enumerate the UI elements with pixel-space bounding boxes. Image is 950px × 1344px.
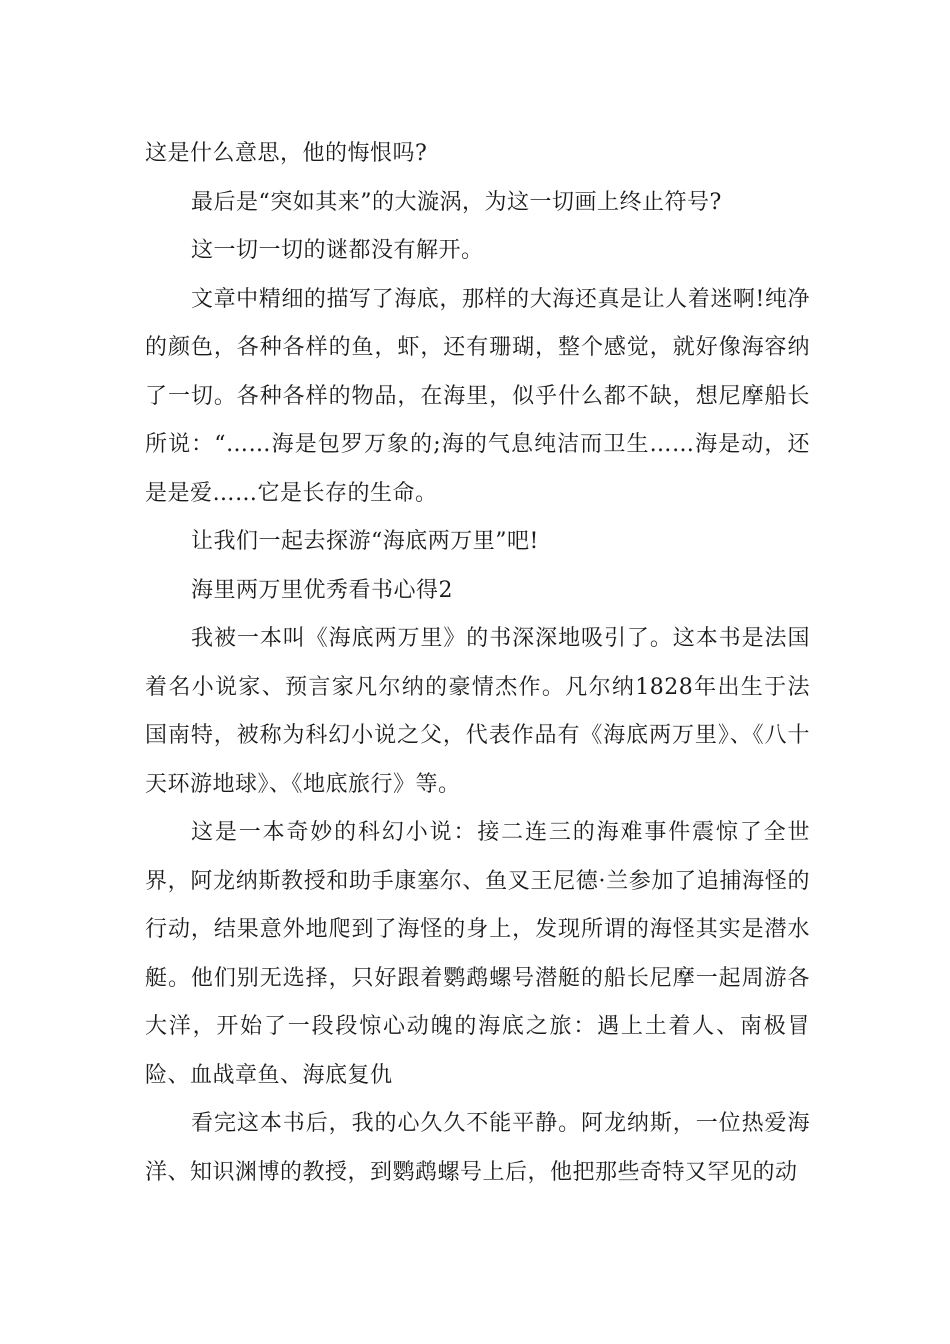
section-heading: 海里两万里优秀看书心得2 — [191, 577, 453, 603]
paragraph-3: 这一切一切的谜都没有解开。 — [191, 238, 484, 263]
paragraph-7: 这是一本奇妙的科幻小说：接二连三的海难事件震惊了全世界，阿龙纳斯教授和助手康塞尔、鱼叉王尼德·兰参加了追捕海怪的行动，结果意外地爬到了海怪的身上，发现所谓的海怪其实是潜水艇。他们别无选择，只好跟着鹦鹉螺号潜艇的船长尼摩一起周游各大洋，开始了一段段惊心动魄的海底之旅：遇上土着人、南极冒险、血战章鱼、海底复仇 — [145, 820, 810, 1088]
paragraph-4: 文章中精细的描写了海底，那样的大海还真是让人着迷啊!纯净的颜色，各种各样的鱼，虾，还有珊瑚，整个感觉，就好像海容纳了一切。各种各样的物品，在海里，似乎什么都不缺，想尼摩船长所说：“……海是包罗万象的;海的气息纯洁而卫生……海是动，还是是爱……它是长存的生命。 — [145, 286, 810, 506]
paragraph-1: 这是什么意思，他的悔恨吗? — [145, 141, 428, 166]
document-body — [145, 130, 810, 1197]
paragraph-6: 我被一本叫《海底两万里》的书深深地吸引了。这本书是法国着名小说家、预言家凡尔纳的豪情杰作。凡尔纳1828年出生于法国南特，被称为科幻小说之父，代表作品有《海底两万里》、《八十天环游地球》、《地底旅行》等。 — [145, 626, 810, 797]
paragraph-2: 最后是“突如其来”的大漩涡，为这一切画上终止符号? — [191, 189, 722, 215]
paragraph-5: 让我们一起去探游“海底两万里”吧! — [191, 529, 539, 554]
paragraph-8: 看完这本书后，我的心久久不能平静。阿龙纳斯，一位热爱海洋、知识渊博的教授，到鹦鹉螺号上后，他把那些奇特又罕见的动 — [145, 1111, 810, 1185]
